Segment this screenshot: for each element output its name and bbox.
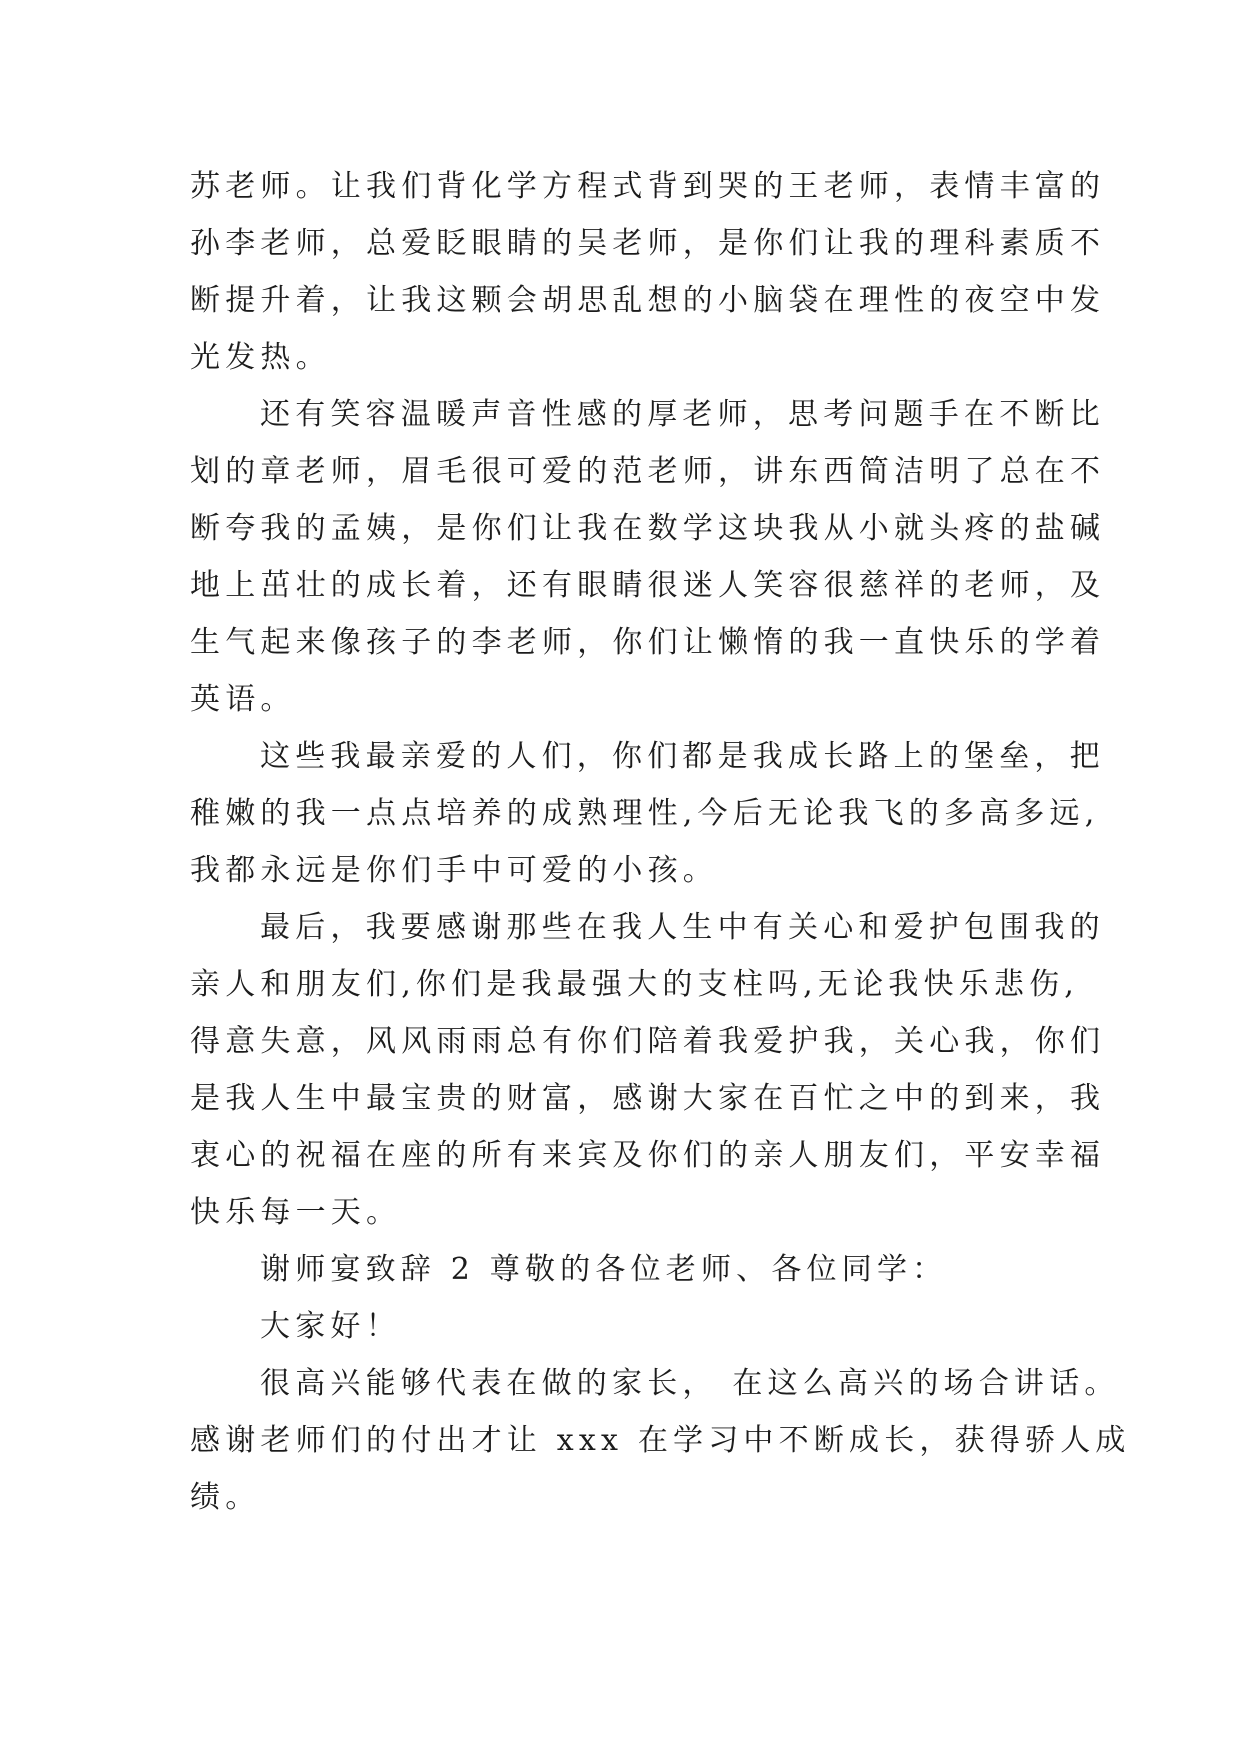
text-line: 很高兴能够代表在做的家长， 在这么高兴的场合讲话。 <box>260 1366 1120 1401</box>
text-line: 谢师宴致辞 2 尊敬的各位老师、各位同学： <box>260 1252 948 1287</box>
text-line: 这些我最亲爱的人们，你们都是我成长路上的堡垒，把 <box>260 739 1105 774</box>
text-line: 衷心的祝福在座的所有来宾及你们的亲人朋友们，平安幸福 <box>190 1138 1106 1173</box>
text-line: 苏老师。让我们背化学方程式背到哭的王老师，表情丰富的 <box>190 169 1106 204</box>
text-line: 稚嫩的我一点点培养的成熟理性,今后无论我飞的多高多远, <box>190 796 1100 831</box>
text-line: 亲人和朋友们,你们是我最强大的支柱吗,无论我快乐悲伤, <box>190 967 1080 1002</box>
text-line: 孙李老师，总爱眨眼睛的吴老师，是你们让我的理科素质不 <box>190 226 1106 261</box>
text-line: 最后，我要感谢那些在我人生中有关心和爱护包围我的 <box>260 910 1105 945</box>
document-body <box>190 158 1131 1526</box>
text-line: 光发热。 <box>190 340 331 375</box>
text-line: 还有笑容温暖声音性感的厚老师，思考问题手在不断比 <box>260 397 1105 432</box>
text-line: 感谢老师们的付出才让 xxx 在学习中不断成长，获得骄人成 <box>190 1423 1131 1458</box>
text-line: 得意失意，风风雨雨总有你们陪着我爱护我，关心我，你们 <box>190 1024 1106 1059</box>
text-line: 我都永远是你们手中可爱的小孩。 <box>190 853 718 888</box>
text-line: 生气起来像孩子的李老师，你们让懒惰的我一直快乐的学着 <box>190 625 1106 660</box>
text-line: 划的章老师，眉毛很可爱的范老师，讲东西简洁明了总在不 <box>190 454 1106 489</box>
text-line: 绩。 <box>190 1480 261 1515</box>
text-line: 是我人生中最宝贵的财富，感谢大家在百忙之中的到来，我 <box>190 1081 1106 1116</box>
text-line: 地上茁壮的成长着，还有眼睛很迷人笑容很慈祥的老师，及 <box>190 568 1106 603</box>
text-line: 快乐每一天。 <box>190 1195 402 1230</box>
text-line: 断提升着，让我这颗会胡思乱想的小脑袋在理性的夜空中发 <box>190 283 1106 318</box>
text-line: 断夸我的孟姨，是你们让我在数学这块我从小就头疼的盐碱 <box>190 511 1106 546</box>
text-line: 大家好！ <box>260 1309 401 1344</box>
text-line: 英语。 <box>190 682 296 717</box>
